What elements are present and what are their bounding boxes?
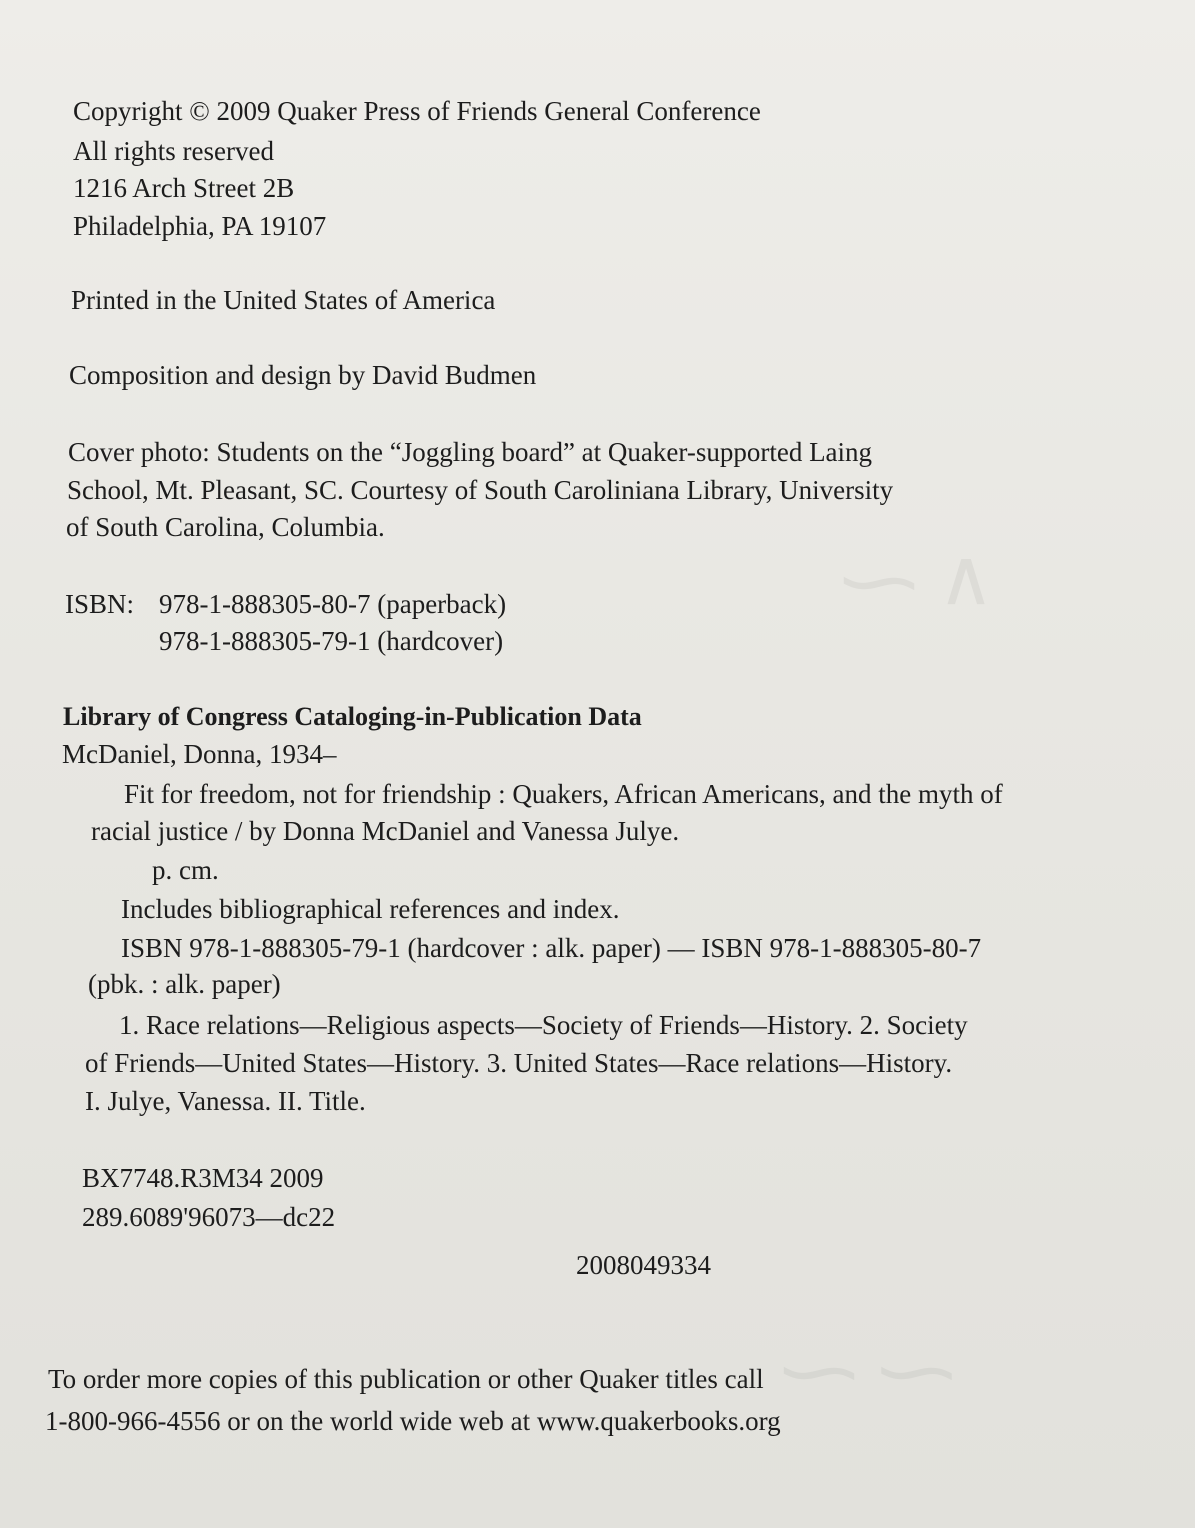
cip-lccn: 2008049334 bbox=[576, 1250, 711, 1280]
cip-heading: Library of Congress Cataloging-in-Publication Data bbox=[63, 702, 642, 731]
cip-pcm: p. cm. bbox=[152, 855, 219, 885]
cip-subjects: of Friends—United States—History. 3. United States—Race relations—History. bbox=[85, 1048, 953, 1078]
order-info: 1-800-966-4556 or on the world wide web at www.quakerbooks.org bbox=[45, 1406, 781, 1436]
cip-isbn: (pbk. : alk. paper) bbox=[88, 969, 281, 999]
cover-photo-line: of South Carolina, Columbia. bbox=[66, 512, 385, 542]
isbn-paperback: 978-1-888305-80-7 (paperback) bbox=[159, 589, 507, 619]
cip-subjects: 1. Race relations—Religious aspects—Society of Friends—History. 2. Society bbox=[119, 1010, 968, 1040]
address-street: 1216 Arch Street 2B bbox=[73, 173, 295, 203]
cover-photo-line: School, Mt. Pleasant, SC. Courtesy of South Caroliniana Library, University bbox=[67, 475, 894, 505]
cip-title: Fit for freedom, not for friendship : Quakers, African Americans, and the myth of bbox=[124, 779, 1003, 809]
cip-title: racial justice / by Donna McDaniel and Vanessa Julye. bbox=[91, 816, 680, 846]
cip-isbn: ISBN 978-1-888305-79-1 (hardcover : alk. paper) — ISBN 978-1-888305-80-7 bbox=[121, 933, 982, 963]
order-info: To order more copies of this publication or other Quaker titles call bbox=[48, 1364, 764, 1394]
cover-photo-line: Cover photo: Students on the “Joggling board” at Quaker-supported Laing bbox=[68, 437, 873, 467]
copyright-line: Copyright © 2009 Quaker Press of Friends General Conference bbox=[73, 96, 761, 126]
cip-classification: 289.6089'96073—dc22 bbox=[82, 1202, 336, 1232]
cip-includes: Includes bibliographical references and index. bbox=[121, 894, 620, 924]
cip-author: McDaniel, Donna, 1934– bbox=[62, 739, 337, 769]
isbn-hardcover: 978-1-888305-79-1 (hardcover) bbox=[159, 626, 504, 656]
cip-subjects: I. Julye, Vanessa. II. Title. bbox=[85, 1086, 366, 1116]
printed-line: Printed in the United States of America bbox=[71, 285, 496, 315]
show-through-decoration: ⁓ ⁓ bbox=[780, 1332, 956, 1419]
address-city: Philadelphia, PA 19107 bbox=[73, 211, 327, 241]
composition-line: Composition and design by David Budmen bbox=[69, 360, 537, 390]
isbn-label: ISBN: bbox=[65, 589, 135, 619]
show-through-decoration: ⁓ ∨ bbox=[840, 542, 995, 629]
rights-line: All rights reserved bbox=[73, 136, 274, 166]
cip-classification: BX7748.R3M34 2009 bbox=[82, 1163, 324, 1193]
